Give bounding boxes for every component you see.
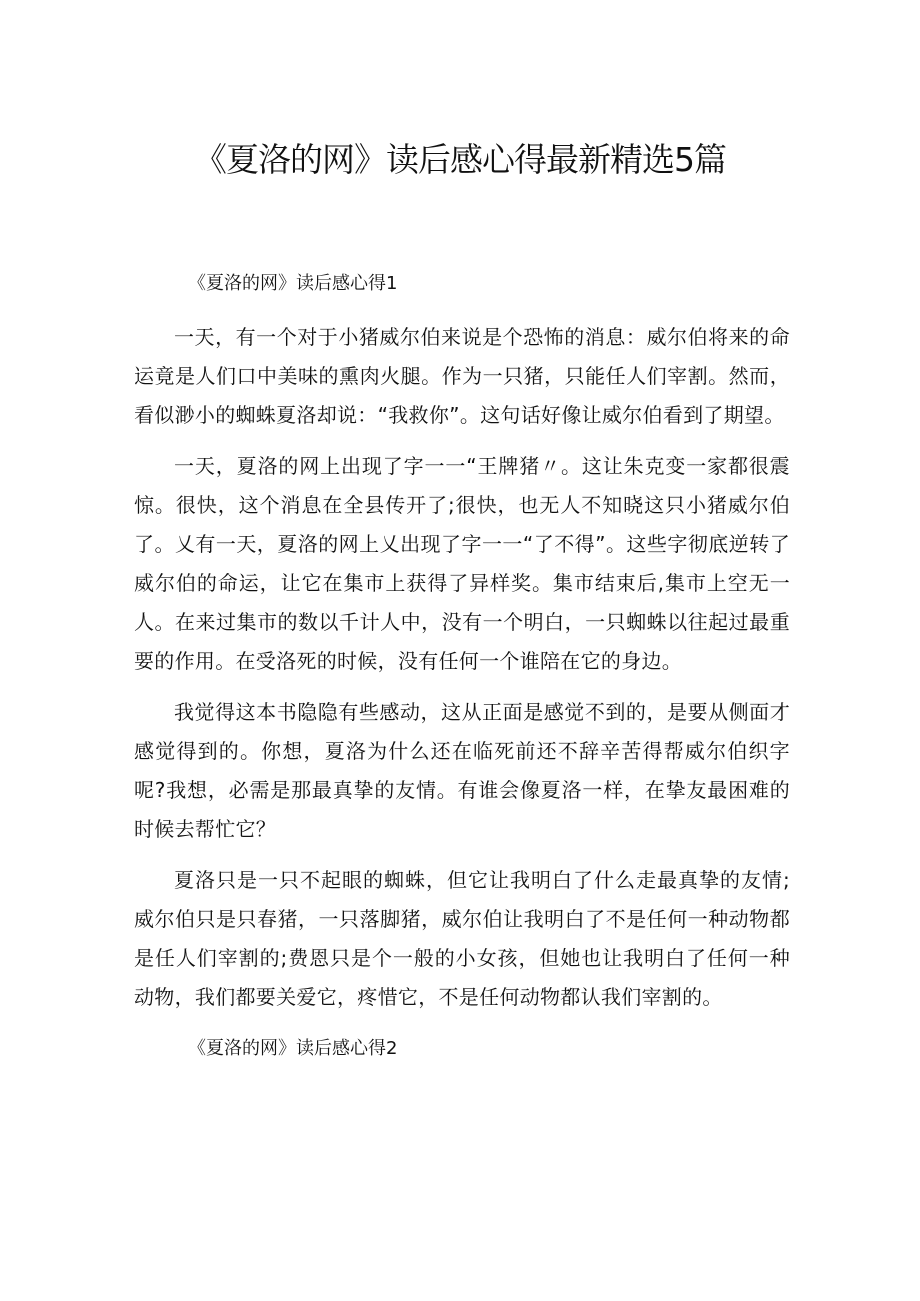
- paragraph-1: 一天，有一个对于小猪威尔伯来说是个恐怖的消息：威尔伯将来的命运竟是人们口中美味的熏肉火腿。作为一只猪，只能任人们宰割。然而，看似渺小的蜘蛛夏洛却说：“我救你”。这句话好像让威尔伯看到了期望。: [134, 325, 790, 427]
- document-body: [134, 264, 790, 1069]
- section-heading-1: 《夏洛的网》读后感心得1: [188, 273, 398, 294]
- paragraph-4: 夏洛只是一只不起眼的蜘蛛，但它让我明白了什么走最真挚的友情;威尔伯只是只春猪，一只落脚猪，威尔伯让我明白了不是任何一种动物都是任人们宰割的;费恩只是个一般的小女孩，但她也让我明白了任何一种动物，我们都要关爱它，疼惜它，不是任何动物都认我们宰割的。: [134, 868, 790, 1009]
- document-title: 《夏洛的网》读后感心得最新精选5篇: [194, 140, 726, 179]
- paragraph-3: 我觉得这本书隐隐有些感动，这从正面是感觉不到的，是要从侧面才感觉得到的。你想，夏洛为什么还在临死前还不辞辛苦得帮威尔伯织字呢?我想，必需是那最真挚的友情。有谁会像夏洛一样，在挚友最困难的时候去帮忙它？: [134, 700, 790, 841]
- paragraph-2: 一天，夏洛的网上出现了字一一“王牌猪〃。这让朱克变一家都很震惊。很快，这个消息在全县传开了;很快，也无人不知晓这只小猪威尔伯了。乂有一天，夏洛的网上乂出现了字一一“了不得”。这些字彻底逆转了威尔伯的命运，让它在集市上获得了异样奖。集市结束后,集市上空无一人。在来过集市的数以千计人中，没有一个明白，一只蜘蛛以往起过最重要的作用。在受洛死的时候，没有任何一个谁陪在它的身边。: [134, 454, 790, 673]
- section-heading-2: 《夏洛的网》读后感心得2: [188, 1038, 398, 1059]
